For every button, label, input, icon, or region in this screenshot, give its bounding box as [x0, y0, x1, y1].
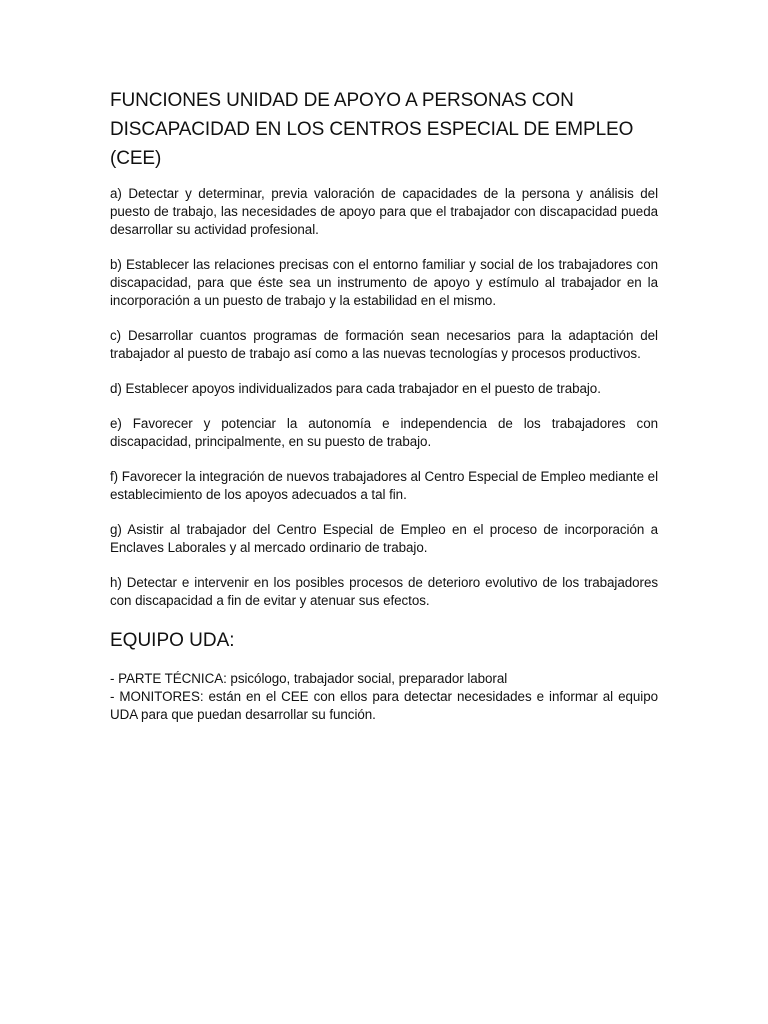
function-b: b) Establecer las relaciones precisas con el entorno familiar y social de los trabajadores con discapacidad, para que éste sea un instrumento de apoyo y estímulo al trabajador en la incorporación a un puesto de trabajo y la estabilidad en el mismo. — [110, 257, 658, 308]
team-item-technical: - PARTE TÉCNICA: psicólogo, trabajador social, preparador laboral — [110, 671, 508, 686]
title-line-1: FUNCIONES UNIDAD DE APOYO A PERSONAS CON — [110, 90, 574, 111]
function-d: d) Establecer apoyos individualizados para cada trabajador en el puesto de trabajo. — [110, 381, 601, 396]
document-title — [110, 86, 658, 173]
function-g: g) Asistir al trabajador del Centro Especial de Empleo en el proceso de incorporación a Enclaves Laborales y al mercado ordinario de trabajo. — [110, 522, 658, 555]
function-h: h) Detectar e intervenir en los posibles procesos de deterioro evolutivo de los trabajadores con discapacidad a fin de evitar y atenuar sus efectos. — [110, 575, 658, 608]
title-line-2: DISCAPACIDAD EN LOS CENTROS ESPECIAL DE EMPLEO (CEE) — [110, 119, 634, 169]
function-c: c) Desarrollar cuantos programas de formación sean necesarios para la adaptación del trabajador al puesto de trabajo así como a las nuevas tecnologías y procesos productivos. — [110, 328, 658, 361]
team-title: EQUIPO UDA: — [110, 630, 235, 651]
function-a: a) Detectar y determinar, previa valoración de capacidades de la persona y análisis del puesto de trabajo, las necesidades de apoyo para que el trabajador con discapacidad pueda desarrollar su actividad profesional. — [110, 186, 658, 237]
team-list — [110, 670, 658, 724]
function-e: e) Favorecer y potenciar la autonomía e independencia de los trabajadores con discapacidad, principalmente, en su puesto de trabajo. — [110, 416, 658, 449]
team-item-monitors: - MONITORES: están en el CEE con ellos para detectar necesidades e informar al equipo UDA para que puedan desarrollar su función. — [110, 689, 658, 722]
function-f: f) Favorecer la integración de nuevos trabajadores al Centro Especial de Empleo mediante el establecimiento de los apoyos adecuados a tal fin. — [110, 469, 658, 502]
document-page — [110, 86, 658, 724]
